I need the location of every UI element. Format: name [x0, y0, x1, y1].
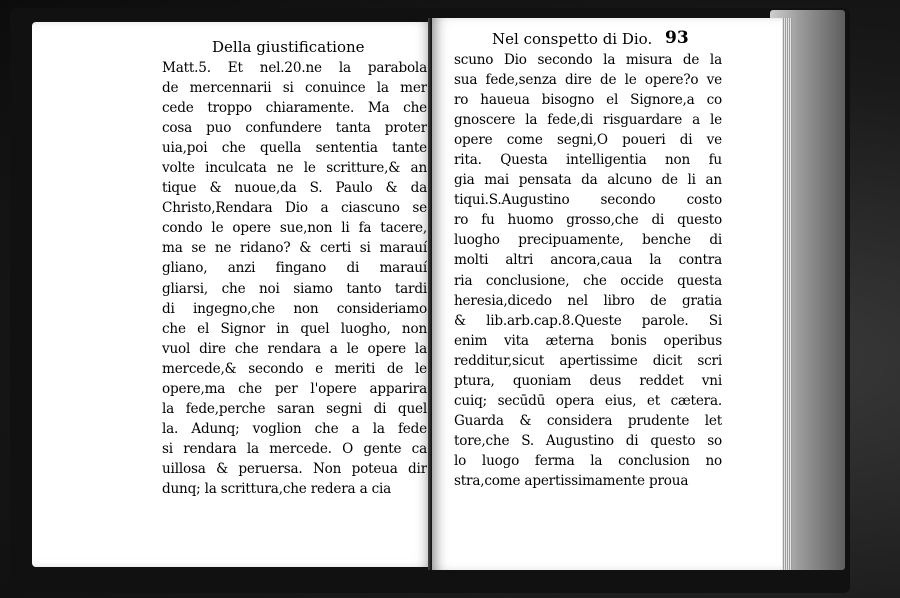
- text-line: dunq; la scrittura,che redera a cia: [162, 480, 392, 497]
- page-number: 93: [665, 28, 689, 48]
- text-line: ptura, quoniam deus reddet vni: [454, 372, 722, 389]
- text-line: luogho precipuamente, benche di: [454, 232, 722, 249]
- text-line: gliarsi, che noi siamo tanto tardi: [162, 280, 427, 297]
- text-line: rita. Questa intelligentia non fu: [454, 152, 722, 169]
- text-line: molti altri ancora,caua la contra: [454, 252, 722, 269]
- text-line: che el Signor in quel luogho, non: [162, 320, 427, 337]
- text-line: tique & nuoue,da S. Paulo & da: [162, 180, 427, 197]
- right-text-block: [454, 50, 722, 491]
- text-line: gia mai pensata da alcuno de li an: [454, 172, 722, 189]
- text-line: si rendara la mercede. O gente ca: [162, 440, 427, 457]
- left-text-block: [162, 58, 427, 499]
- text-line: cuiq; secūdū opera eius, et cætera.: [454, 392, 722, 409]
- text-line: tore,che S. Augustino di questo so: [454, 432, 722, 449]
- text-line: volte inculcata ne le scritture,& an: [162, 160, 427, 177]
- text-line: redditur,sicut apertissime dicit scri: [454, 352, 722, 369]
- text-line: condo le opere sue,non li fa tacere,: [162, 220, 427, 237]
- text-line: ma se ne ridano? & certi si marauí: [162, 240, 427, 257]
- text-line: Christo,Rendara Dio a ciascuno se: [162, 200, 427, 217]
- right-page: [432, 18, 784, 570]
- text-line: & lib.arb.cap.8.Queste parole. Si: [454, 312, 722, 329]
- text-line: gliano, anzi fingano di marauí: [162, 260, 427, 277]
- page-edges: [782, 18, 792, 570]
- text-line: opere come segni,O poueri di ve: [454, 132, 722, 149]
- text-line: heresia,dicedo nel libro de gratia: [454, 292, 722, 309]
- text-line: lo luogo ferma la conclusion no: [454, 452, 722, 469]
- text-line: stra,come apertissimamente proua: [454, 472, 689, 489]
- text-line: tiqui.S.Augustino secondo costo: [454, 192, 722, 209]
- text-line: uia,poi che quella sententia tante: [162, 140, 427, 157]
- text-line: ro haueua bisogno el Signore,a co: [454, 92, 722, 109]
- text-line: opere,ma che per l'opere apparira: [162, 380, 427, 397]
- text-line: di ingegno,che non consideriamo: [162, 300, 427, 317]
- text-line: cede troppo chiaramente. Ma che: [162, 100, 427, 117]
- right-running-head: Nel conspetto di Dio.: [492, 30, 653, 48]
- text-line: ria conclusione, che occide questa: [454, 272, 722, 289]
- text-line: vuol dire che rendara a le opere la: [162, 340, 427, 357]
- text-line: la. Adunq; voglion che a la fede: [162, 420, 427, 437]
- text-line: ro fu huomo grosso,che di questo: [454, 212, 722, 229]
- text-line: scuno Dio secondo la misura de la: [454, 52, 722, 68]
- text-line: cosa puo confundere tanta proter: [162, 120, 427, 137]
- text-line: Guarda & considera prudente let: [454, 412, 722, 429]
- text-line: enim vita æterna bonis operibus: [454, 332, 722, 349]
- left-page: [32, 22, 432, 567]
- text-line: gnoscere la fede,di risguardare a le: [454, 112, 722, 129]
- text-line: de mercennarii si conuince la mer: [162, 80, 427, 97]
- text-line: sua fede,senza dire de le opere?o ve: [454, 72, 722, 89]
- text-line: uillosa & peruersa. Non poteua dir: [162, 460, 427, 477]
- text-line: Matt.5. Et nel.20.ne la parabola: [162, 60, 427, 76]
- left-running-head: Della giustificatione: [212, 38, 365, 56]
- text-line: la fede,perche saran segni di quel: [162, 400, 427, 417]
- text-line: mercede,& secondo e meriti de le: [162, 360, 427, 377]
